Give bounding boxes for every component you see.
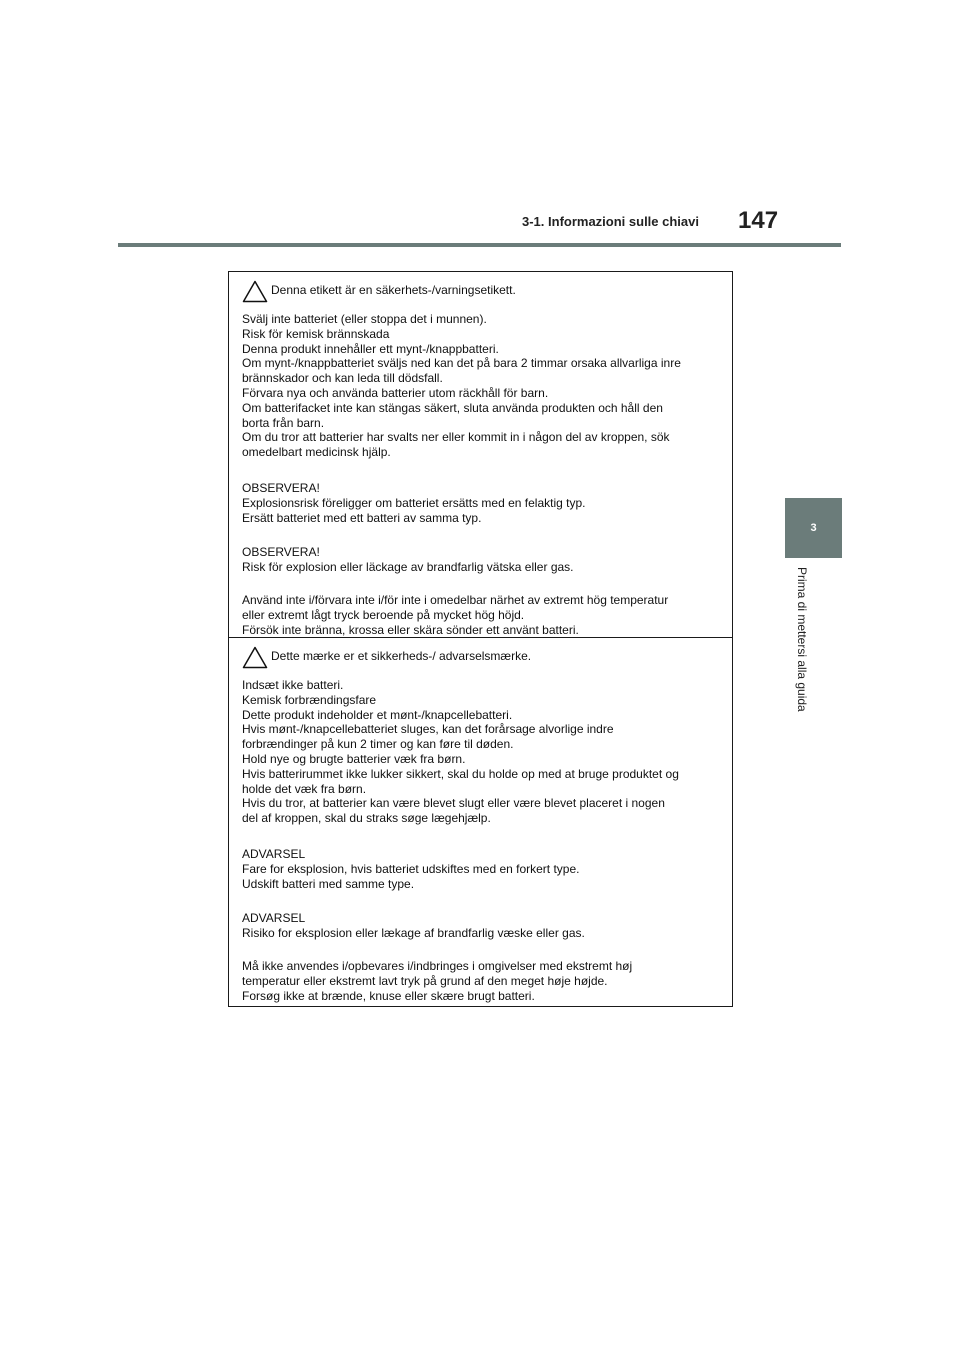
warning-paragraph	[242, 481, 722, 525]
warning-title: Dette mærke er et sikkerheds-/ advarselsmærke.	[271, 649, 532, 663]
warning-paragraph	[242, 312, 722, 460]
text-line: OBSERVERA!	[242, 545, 320, 559]
text-line: Dette produkt indeholder et mønt-/knapcellebatteri.	[242, 707, 513, 722]
text-line: OBSERVERA!	[242, 481, 320, 495]
text-line: Udskift batteri med samme type.	[242, 876, 415, 891]
text-line: forbrændinger på kun 2 timer og kan føre til døden.	[242, 737, 514, 752]
section-title: 3-1. Informazioni sulle chiavi	[522, 214, 699, 229]
text-line: holde det væk fra børn.	[242, 781, 367, 796]
text-line: Om mynt-/knappbatteriet sväljs ned kan det på bara 2 timmar orsaka allvarliga inre	[242, 356, 681, 371]
text-line: Hold nye og brugte batterier væk fra børn.	[242, 751, 466, 766]
text-line: ADVARSEL	[242, 847, 306, 861]
text-line: eller extremt lågt tryck beroende på mycket hög höjd.	[242, 607, 525, 622]
warning-title: Denna etikett är en säkerhets-/varningsetikett.	[271, 283, 516, 297]
warning-paragraph	[242, 847, 722, 891]
chapter-side-title: Prima di mettersi alla guida	[795, 567, 809, 712]
text-line: Explosionsrisk föreligger om batteriet ersätts med en felaktig typ.	[242, 495, 586, 510]
text-line: Indsæt ikke batteri.	[242, 678, 344, 692]
text-line: Hvis mønt-/knapcellebatteriet sluges, kan det forårsage alvorlige indre	[242, 722, 614, 737]
text-line: Forsøg ikke at brænde, knuse eller skære brugt batteri.	[242, 988, 535, 1003]
warning-paragraph	[242, 911, 722, 941]
warning-header	[242, 646, 722, 676]
text-line: Kemisk forbrændingsfare	[242, 692, 377, 707]
text-line: Hvis batterirummet ikke lukker sikkert, skal du holde op med at bruge produktet og	[242, 766, 679, 781]
warning-paragraph	[242, 593, 722, 637]
text-line: Om du tror att batterier har svalts ner eller kommit in i någon del av kroppen, sök	[242, 430, 670, 445]
text-line: Svälj inte batteriet (eller stoppa det i munnen).	[242, 312, 487, 326]
warning-paragraph	[242, 678, 722, 826]
warning-paragraph	[242, 545, 722, 575]
warning-triangle-icon	[242, 646, 268, 669]
text-line: del af kroppen, skal du straks søge lægehjælp.	[242, 811, 491, 826]
text-line: Risiko for eksplosion eller lækage af brandfarlig væske eller gas.	[242, 925, 585, 940]
text-line: Om batterifacket inte kan stängas säkert, sluta använda produkten och håll den	[242, 400, 663, 415]
text-line: Hvis du tror, at batterier kan være blevet slugt eller være blevet placeret i nogen	[242, 796, 665, 811]
header-divider	[118, 243, 841, 247]
warning-header	[242, 280, 722, 310]
warning-label-swedish	[229, 272, 732, 638]
chapter-tab: 3	[785, 498, 842, 558]
text-line: omedelbart medicinsk hjälp.	[242, 445, 391, 460]
text-line: Risk för kemisk brännskada	[242, 326, 390, 341]
text-line: Använd inte i/förvara inte i/för inte i omedelbar närhet av extremt hög temperatur	[242, 593, 669, 607]
text-line: ADVARSEL	[242, 911, 306, 925]
warning-label-box	[228, 271, 733, 1007]
text-line: Må ikke anvendes i/opbevares i/indbringes i omgivelser med ekstremt høj	[242, 959, 633, 973]
text-line: brännskador och kan leda till dödsfall.	[242, 371, 443, 386]
warning-label-danish	[229, 638, 732, 1008]
text-line: Förvara nya och använda batterier utom räckhåll för barn.	[242, 385, 549, 400]
text-line: borta från barn.	[242, 415, 325, 430]
warning-paragraph	[242, 959, 722, 1003]
text-line: temperatur eller ekstremt lavt tryk på grund af den meget høje højde.	[242, 973, 608, 988]
page-number: 147	[738, 207, 779, 234]
text-line: Denna produkt innehåller ett mynt-/knappbatteri.	[242, 341, 499, 356]
text-line: Försök inte bränna, krossa eller skära sönder ett använt batteri.	[242, 622, 579, 637]
text-line: Ersätt batteriet med ett batteri av samma typ.	[242, 510, 482, 525]
warning-triangle-icon	[242, 280, 268, 303]
text-line: Fare for eksplosion, hvis batteriet udskiftes med en forkert type.	[242, 861, 580, 876]
text-line: Risk för explosion eller läckage av brandfarlig vätska eller gas.	[242, 559, 574, 574]
